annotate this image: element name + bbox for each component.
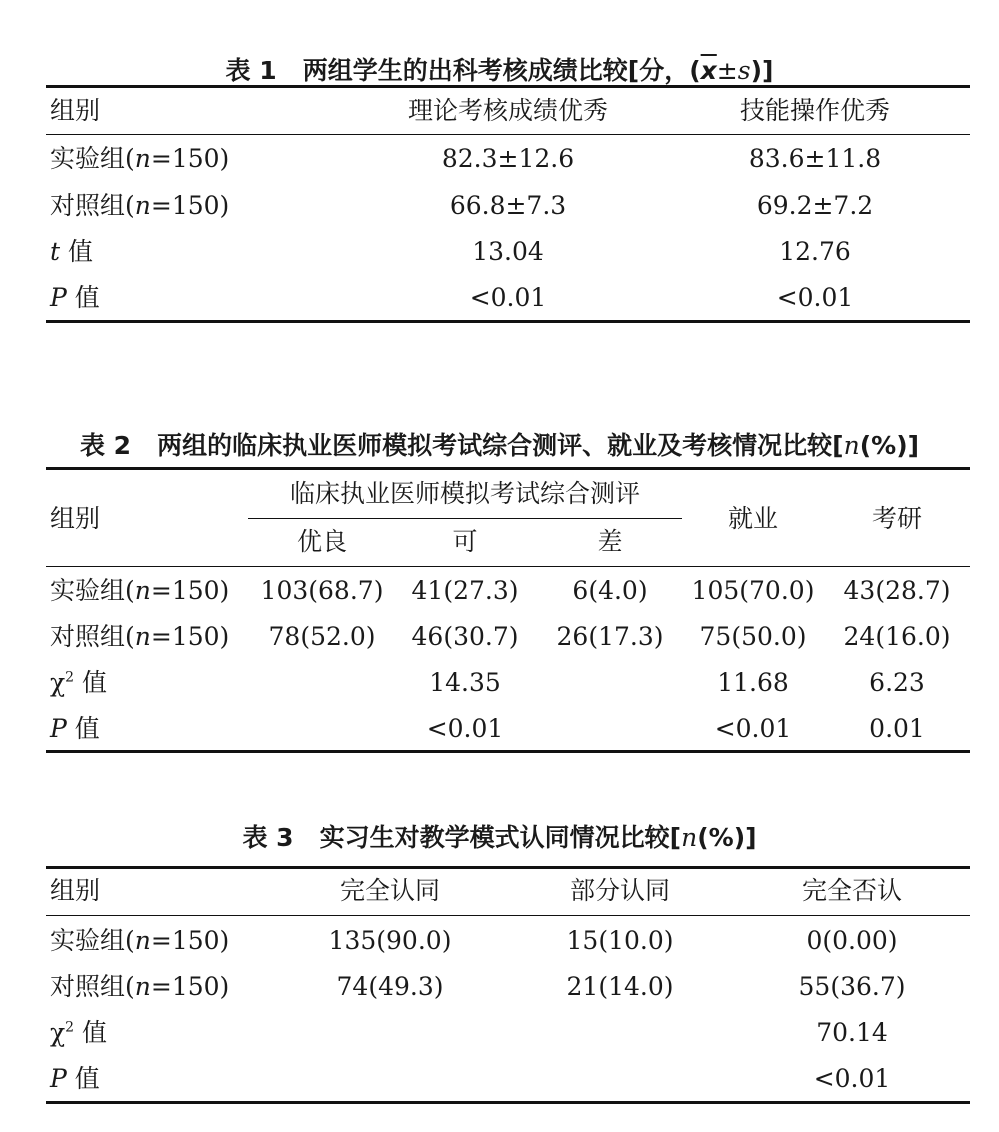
table2-header-poor: 差 [597, 527, 623, 556]
n-symbol: n [134, 144, 151, 173]
table2-n: n [843, 431, 860, 460]
table2-row-ctl-group [50, 621, 229, 653]
chi-superscript: 2 [65, 1019, 75, 1036]
value-label: 值 [66, 283, 100, 312]
table3-header-deny: 完全否认 [801, 876, 903, 905]
table3-chi-value: 70.14 [816, 1018, 888, 1047]
table1-t-theory: 13.04 [472, 237, 544, 266]
chi-symbol: χ [50, 668, 66, 697]
table1-header-group: 组别 [50, 96, 101, 125]
group-label: 实验组( [50, 926, 135, 955]
table1-row-ctl-theory: 66.8±7.3 [449, 191, 567, 220]
table2-row-exp-grad: 43(28.7) [843, 576, 951, 605]
chi-superscript: 2 [65, 669, 75, 686]
table3-row-ctl-full: 74(49.3) [336, 972, 444, 1001]
table2-row-exp-employ: 105(70.0) [691, 576, 815, 605]
table2-p-employ: <0.01 [714, 714, 792, 743]
table1-row-exp-theory: 82.3±12.6 [441, 144, 575, 173]
table3-row-exp-full: 135(90.0) [328, 926, 452, 955]
n-symbol: n [134, 926, 151, 955]
table1-pm: ± [716, 56, 738, 85]
table1-xbar: $\overline{x}$ [700, 56, 717, 85]
table1-row-exp-skill: 83.6±11.8 [748, 144, 882, 173]
group-label: 对照组( [50, 972, 135, 1001]
table1-t-skill: 12.76 [779, 237, 851, 266]
table2-title: 两组的临床执业医师模拟考试综合测评、就业及考核情况比较[ [157, 431, 844, 460]
n-value: =150) [150, 191, 230, 220]
table2-header-group: 组别 [50, 504, 101, 533]
table2-row-ctl-poor: 26(17.3) [556, 622, 664, 651]
table2-bottom-rule [46, 750, 970, 753]
table2-row-exp-poor: 6(4.0) [572, 576, 648, 605]
n-symbol: n [134, 622, 151, 651]
p-symbol: P [50, 1064, 67, 1093]
table3-p-label [50, 1063, 100, 1095]
table1-caption [0, 55, 999, 87]
t-symbol: t [50, 237, 61, 266]
table2-row-exp-good: 103(68.7) [260, 576, 384, 605]
table1-top-rule [46, 85, 970, 88]
table2-row-ctl-fair: 46(30.7) [411, 622, 519, 651]
table1-p-theory: <0.01 [469, 283, 547, 312]
table2-header-employ: 就业 [727, 504, 779, 533]
value-label: 值 [66, 714, 100, 743]
p-symbol: P [50, 283, 67, 312]
table3-header-rule [46, 915, 970, 916]
table2-top-rule [46, 467, 970, 470]
table2-title-end: (%)] [859, 431, 920, 460]
n-symbol: n [134, 191, 151, 220]
table2-label: 表 2 [79, 431, 132, 460]
table3-header-partial: 部分认同 [569, 876, 671, 905]
table2-row-ctl-employ: 75(50.0) [699, 622, 807, 651]
table3-top-rule [46, 866, 970, 869]
table1-bottom-rule [46, 320, 970, 323]
table3-n: n [681, 823, 698, 852]
group-label: 实验组( [50, 144, 135, 173]
table3-chi-label [50, 1017, 107, 1049]
table1-s: s [737, 56, 751, 85]
table1-header-skill: 技能操作优秀 [739, 96, 891, 125]
table3-caption [0, 822, 999, 854]
table3-row-exp-group [50, 925, 229, 957]
group-label: 对照组( [50, 622, 135, 651]
table2-chi-grad: 6.23 [869, 668, 925, 697]
table2-row-ctl-good: 78(52.0) [268, 622, 376, 651]
n-symbol: n [134, 576, 151, 605]
table1-label: 表 1 [225, 56, 277, 85]
p-symbol: P [50, 714, 67, 743]
value-label: 值 [60, 237, 93, 266]
table3-title-end: (%)] [697, 823, 757, 852]
table2-chi-employ: 11.68 [717, 668, 789, 697]
table1-row-exp-group [50, 143, 229, 175]
table3-bottom-rule [46, 1101, 970, 1104]
n-value: =150) [150, 576, 230, 605]
table2-header-span: 临床执业医师模拟考试综合测评 [289, 479, 641, 508]
table2-span-rule [248, 518, 682, 519]
table3-row-exp-partial: 15(10.0) [566, 926, 674, 955]
table3-row-ctl-partial: 21(14.0) [566, 972, 674, 1001]
n-value: =150) [150, 144, 230, 173]
table2-chi-eval: 14.35 [429, 668, 501, 697]
table2-header-good: 优良 [296, 527, 348, 556]
table1-title-end: )] [750, 56, 774, 85]
table1-row-ctl-skill: 69.2±7.2 [756, 191, 874, 220]
group-label: 实验组( [50, 576, 135, 605]
table1-p-label [50, 282, 100, 314]
n-value: =150) [150, 622, 230, 651]
n-symbol: n [134, 972, 151, 1001]
table2-chi-label [50, 667, 107, 699]
table2-row-exp-fair: 41(27.3) [411, 576, 519, 605]
table3-title: 实习生对教学模式认同情况比较[ [319, 823, 682, 852]
table3-row-ctl-deny: 55(36.7) [798, 972, 906, 1001]
table3-p-value: <0.01 [813, 1064, 891, 1093]
table1-p-skill: <0.01 [776, 283, 854, 312]
value-label: 值 [74, 1018, 108, 1047]
value-label: 值 [74, 668, 108, 697]
chi-symbol: χ [50, 1018, 66, 1047]
table2-header-rule [46, 566, 970, 567]
table2-p-grad: 0.01 [869, 714, 925, 743]
table3-row-exp-deny: 0(0.00) [806, 926, 898, 955]
table2-p-label [50, 713, 100, 745]
value-label: 值 [66, 1064, 100, 1093]
table2-header-grad: 考研 [871, 504, 923, 533]
table2-row-exp-group [50, 575, 229, 607]
table3-header-group: 组别 [50, 876, 101, 905]
table1-header-rule [46, 134, 970, 135]
table2-p-eval: <0.01 [426, 714, 504, 743]
table1-row-ctl-group [50, 190, 229, 222]
table3-header-full: 完全认同 [339, 876, 441, 905]
table1-t-label [50, 236, 93, 268]
table2-caption [0, 430, 999, 462]
table3-label: 表 3 [242, 823, 294, 852]
table3-row-ctl-group [50, 971, 229, 1003]
table2-header-fair: 可 [452, 527, 478, 556]
table1-title: 两组学生的出科考核成绩比较[分，( [302, 56, 701, 85]
n-value: =150) [150, 972, 230, 1001]
n-value: =150) [150, 926, 230, 955]
table2-row-ctl-grad: 24(16.0) [843, 622, 951, 651]
group-label: 对照组( [50, 191, 135, 220]
table1-header-theory: 理论考核成绩优秀 [407, 96, 609, 125]
